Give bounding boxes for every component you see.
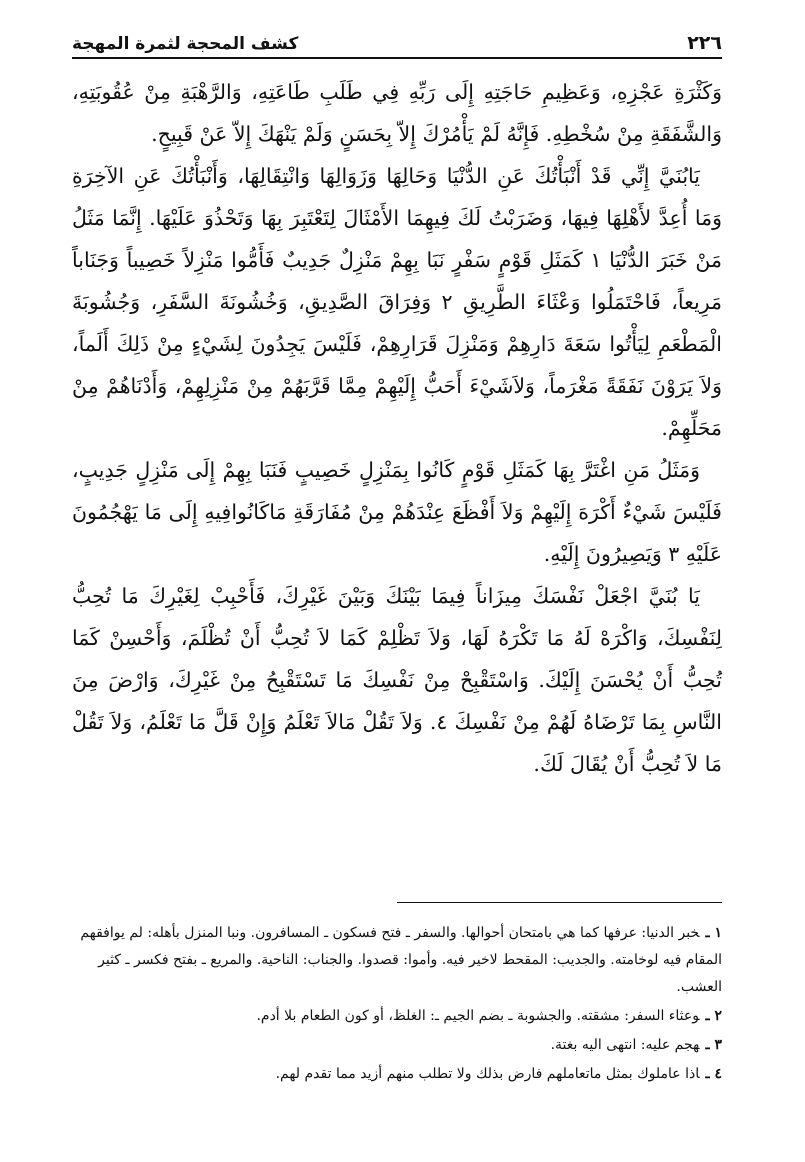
page-header [72, 28, 722, 54]
footnote-number: ٢ ـ [705, 1008, 722, 1024]
footnote-text: خبر الدنيا: عرفها كما هي بامتحان أحوالها. والسفر ـ فتح فسكون ـ المسافرون. ونبا المنزل بأهله: لم يوافقهم المقام فيه لوخامته. والجديب: المقحط لاخير فيه. وأموا: قصدوا. والجناب: الناحية. والمريع ـ بفتح فكسر ـ كثير العشب. [80, 925, 722, 995]
footnote-1 [72, 920, 722, 1001]
footnote-text: اذا عاملوك بمثل ماتعاملهم فارض بذلك ولا تطلب منهم أزيد مما تقدم لهم. [275, 1066, 700, 1082]
footnote-text: هجم عليه: انتهى اليه بغتة. [550, 1037, 700, 1053]
header-rule [72, 57, 722, 59]
footnote-number: ٤ ـ [705, 1066, 722, 1082]
footnote-4 [72, 1061, 722, 1088]
footnotes [72, 920, 722, 1090]
paragraph-2: يَابُنَيَّ إِنِّي قَدْ أَنْبَأْتُكَ عَنِ الدُّنْيَا وَحَالِهَا وَزَوَالِهَا وَانْتِقَالِهَا، وَأَنْبَأْتُكَ عَنِ الآخِرَةِ وَمَا أُعِدَّ لأَهْلِهَا فِيهَا، وَضَرَبْتُ لَكَ فِيهِمَا الأَمْثَالَ لِتَعْتَبِرَ بِهَا وَتَحْذُوَ عَلَيْهَا. إِنَّمَا مَثَلُ مَنْ خَبَرَ الدُّنْيَا ١ كَمَثَلِ قَوْمٍ سَفْرٍ نَبَا بِهِمْ مَنْزِلٌ جَدِيبٌ فَأَمُّوا مَنْزِلاً خَصِيباً وَجَنَاباً مَرِيعاً، فَاحْتَمَلُوا وَعْثَاءَ الطَّرِيقِ ٢ وَفِرَاقَ الصَّدِيقِ، وَخُشُونَةَ السَّفَرِ، وَجُشُوبَةَ الْمَطْعَمِ لِيَأْتُوا سَعَةَ دَارِهِمْ وَمَنْزِلَ قَرَارِهِمْ، فَلَيْسَ يَجِدُونَ لِشَيْءٍ مِنْ ذَلِكَ أَلَماً، وَلاَ يَرَوْنَ نَفَقَةً مَغْرَماً، وَلاَشَيْءَ أَحَبُّ إِلَيْهِمْ مِمَّا قَرَّبَهُمْ مِنْ مَنْزِلِهِمْ، وَأَدْنَاهُمْ مِنْ مَحَلِّهِمْ. [72, 164, 722, 440]
body-text [72, 71, 722, 785]
paragraph-3: وَمَثَلُ مَنِ اغْتَرَّ بِهَا كَمَثَلِ قَوْمٍ كَانُوا بِمَنْزِلٍ خَصِيبٍ فَنَبَا بِهِمْ إِلَى مَنْزِلٍ جَدِيبٍ، فَلَيْسَ شَيْءٌ أَكْرَهَ إِلَيْهِمْ وَلاَ أَفْظَعَ عِنْدَهُمْ مِنْ مُفَارَقَةِ مَاكَانُوافِيهِ إِلَى مَا يَهْجُمُونَ عَلَيْهِ ٣ وَيَصِيرُونَ إِلَيْهِ. [72, 458, 722, 566]
footnote-2 [72, 1003, 722, 1030]
book-page [72, 28, 722, 1138]
paragraph-1: وَكَثْرَةِ عَجْزِهِ، وَعَظِيمِ حَاجَتِهِ إِلَى رَبِّهِ فِي طَلَبِ طَاعَتِهِ، وَالرَّهْبَةِ مِنْ عُقُوبَتِهِ، وَالشَّفَقَةِ مِنْ سُخْطِهِ. فَإِنَّهُ لَمْ يَأْمُرْكَ إِلاّ بِحَسَنٍ وَلَمْ يَنْهَكَ إِلاّ عَنْ قَبِيحٍ. [72, 80, 722, 146]
footnote-rule [397, 902, 722, 903]
page-number: ٢٢٦ [687, 32, 722, 54]
footnote-number: ١ ـ [705, 925, 722, 941]
footnote-text: وعثاء السفر: مشقته. والجشوبة ـ بضم الجيم ـ: الغلظ، أو كون الطعام بلا أدم. [256, 1008, 700, 1024]
running-title: كشف المحجة لثمرة المهجة [72, 34, 299, 54]
paragraph-4: يَا بُنَيَّ اجْعَلْ نَفْسَكَ مِيزَاناً فِيمَا بَيْنَكَ وَبَيْنَ غَيْرِكَ، فَأَحْبِبْ لِغَيْرِكَ مَا تُحِبُّ لِنَفْسِكَ، وَاكْرَهْ لَهُ مَا تَكْرَهُ لَهَا، وَلاَ تَظْلِمْ كَمَا لاَ تُحِبُّ أَنْ تُظْلَمَ، وَأَحْسِنْ كَمَا تُحِبُّ أَنْ يُحْسَنَ إِلَيْكَ. وَاسْتَقْبِحْ مِنْ نَفْسِكَ مَا تَسْتَقْبِحُ مِنْ غَيْرِكَ، وَارْضَ مِنَ النَّاسِ بِمَا تَرْضَاهُ لَهُمْ مِنْ نَفْسِكَ ٤. وَلاَ تَقُلْ مَالاَ تَعْلَمُ وَإِنْ قَلَّ مَا تَعْلَمُ، وَلاَ تَقُلْ مَا لاَ تُحِبُّ أَنْ يُقَالَ لَكَ. [72, 584, 722, 776]
footnote-number: ٣ ـ [705, 1037, 722, 1053]
footnote-3 [72, 1032, 722, 1059]
